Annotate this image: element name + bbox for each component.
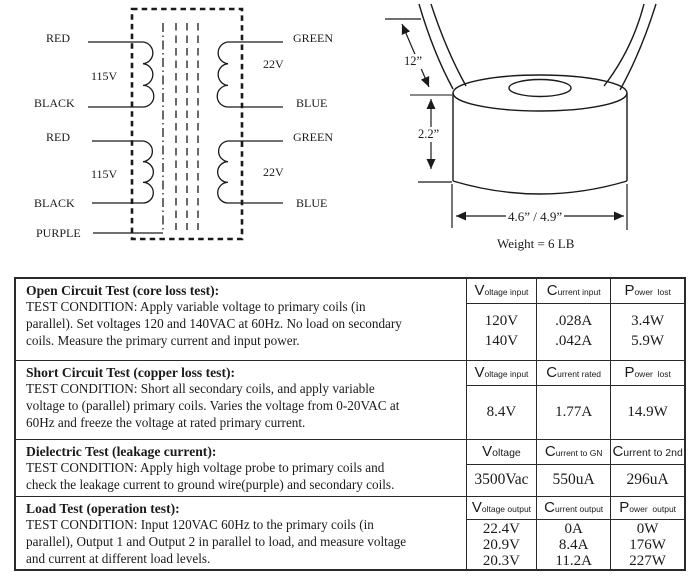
test-title: Load Test (operation test):	[26, 501, 180, 516]
lead-wire-right	[604, 4, 644, 86]
power-values: 14.9W	[611, 386, 685, 440]
toroid-top-face	[453, 75, 627, 111]
primary2-voltage-label: 115V	[91, 167, 118, 181]
column-header-current: Current output	[537, 497, 611, 520]
column-header-voltage: Voltage input	[466, 361, 536, 386]
lead-wire-right	[620, 4, 656, 90]
column-header-voltage: Voltage input	[466, 278, 536, 304]
test-description	[15, 278, 466, 361]
voltage-values: 22.4V 20.9V 20.3V	[466, 520, 536, 571]
current-values: .028A .042A	[537, 304, 611, 361]
secondary2-bottom-wire-label: BLUE	[296, 196, 328, 210]
primary2-bottom-wire-label: BLACK	[34, 196, 75, 210]
voltage-values: 8.4V	[466, 386, 536, 440]
height-dimension: 2.2”	[418, 127, 440, 141]
secondary1-bottom-wire-label: BLUE	[296, 96, 328, 110]
test-condition: TEST CONDITION: Apply high voltage probe to primary coils and check the leakage current to ground wire(purple) and secondary coils.	[26, 460, 395, 492]
power-values: 0W 176W 227W	[611, 520, 685, 571]
dimension-lines	[385, 19, 627, 230]
transformer-schematic	[88, 9, 283, 239]
secondary2-voltage-label: 22V	[263, 165, 284, 179]
secondary1-top-wire-label: GREEN	[293, 31, 333, 45]
column-header-voltage: Voltage output	[466, 497, 536, 520]
column-header-current: Current rated	[537, 361, 611, 386]
test-results-table	[14, 277, 686, 571]
column-header-voltage: Voltage	[466, 440, 536, 465]
current-values: 1.77A	[537, 386, 611, 440]
primary2-top-wire-label: RED	[46, 130, 70, 144]
diameter-dimension: 4.6” / 4.9”	[508, 209, 563, 224]
test-condition: TEST CONDITION: Apply variable voltage to primary coils (in parallel). Set voltages 120 and 140VAC at 60Hz. No load on secondary coils. Measure the primary current and input power.	[26, 299, 402, 348]
column-header-current-2nd: Current to 2nd	[611, 440, 685, 465]
secondary1-voltage-label: 22V	[263, 57, 284, 71]
column-header-power: Power output	[611, 497, 685, 520]
voltage-values: 120V 140V	[466, 304, 536, 361]
test-condition: TEST CONDITION: Short all secondary coils, and apply variable voltage to (parallel) primary coils. Varies the voltage from 0-20VAC at 60Hz and freeze the voltage at rated primary current.	[26, 381, 400, 430]
test-description	[15, 497, 466, 571]
test-description	[15, 440, 466, 497]
secondary-coil-1	[217, 42, 283, 107]
test-title: Open Circuit Test (core loss test):	[26, 283, 220, 298]
column-header-power: Power lost	[611, 361, 685, 386]
weight-label: Weight = 6 LB	[497, 236, 575, 251]
toroid-hole	[509, 80, 571, 97]
column-header-power: Power lost	[611, 278, 685, 304]
toroid-bottom	[453, 181, 627, 194]
primary1-bottom-wire-label: BLACK	[34, 96, 75, 110]
secondary2-top-wire-label: GREEN	[293, 130, 333, 144]
test-condition: TEST CONDITION: Input 120VAC 60Hz to the primary coils (in parallel), Output 1 and Output 2 in parallel to load, and measure voltage and current at different load levels.	[26, 517, 407, 566]
voltage-values: 3500Vac	[466, 465, 536, 497]
lead-wire-left	[431, 4, 466, 86]
power-values: 296uA	[611, 465, 685, 497]
toroid-drawing	[419, 4, 656, 194]
primary1-voltage-label: 115V	[91, 69, 118, 83]
test-description	[15, 361, 466, 440]
drawings-canvas	[0, 0, 696, 262]
current-values: 550uA	[537, 465, 611, 497]
column-header-current-gn: Current to GN	[537, 440, 611, 465]
test-title: Short Circuit Test (copper loss test):	[26, 365, 236, 380]
lead-length-dimension: 12”	[404, 54, 423, 68]
primary1-top-wire-label: RED	[46, 31, 70, 45]
power-values: 3.4W 5.9W	[611, 304, 685, 361]
current-values: 0A 8.4A 11.2A	[537, 520, 611, 571]
ground-wire-label: PURPLE	[36, 226, 81, 240]
column-header-current: Current input	[537, 278, 611, 304]
test-title: Dielectric Test (leakage current):	[26, 444, 217, 459]
